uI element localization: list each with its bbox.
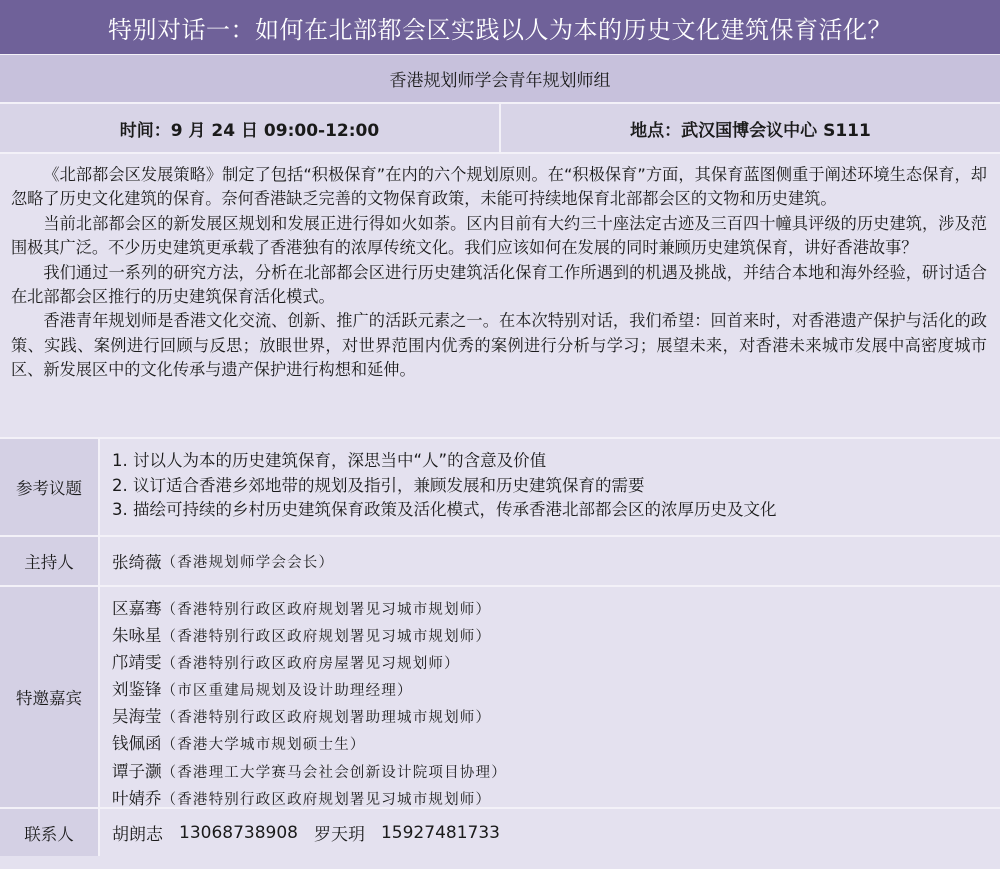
intro-paragraph: 我们通过一系列的研究方法，分析在北部都会区进行历史建筑活化保育工作所遇到的机遇及挑战，并结合本地和海外经验，研讨适合在北部都会区推行的历史建筑保育活化模式。 <box>11 262 987 307</box>
guest-role: （香港大学城市规划硕士生） <box>161 737 366 754</box>
contact-person: 胡朗志 <box>112 825 163 845</box>
topics-label: 参考议题 <box>0 439 100 535</box>
contact-phone: 15927481733 <box>380 822 500 843</box>
contact-label: 联系人 <box>0 809 100 856</box>
contact-phone: 13068738908 <box>179 822 298 843</box>
guest-role: （香港特别行政区政府房屋署见习规划师） <box>161 656 460 673</box>
host-label: 主持人 <box>0 537 100 585</box>
intro-paragraph: 香港青年规划师是香港文化交流、创新、推广的活跃元素之一。在本次特别对话，我们希望：回首来时，对香港遗产保护与活化的政策、实践、案例进行回顾与反思；放眼世界，对世界范围内优秀的案例进行分析与学习；展望未来，对香港未来城市发展中高密度城市区、新发展区中的文化传承与遗产保护进行构想和延伸。 <box>11 311 987 380</box>
guest-name: 刘鉴锋 <box>112 680 162 700</box>
guest-item <box>112 731 988 758</box>
guest-item <box>112 623 988 650</box>
guest-name: 朱咏星 <box>112 626 162 646</box>
host-role: （香港规划师学会会长） <box>161 554 335 571</box>
topic-item: 2. 议订适合香港乡郊地带的规划及指引，兼顾发展和历史建筑保育的需要 <box>112 475 645 495</box>
guests-list <box>100 587 1000 807</box>
guest-name: 邝靖雯 <box>112 653 162 673</box>
contact-row <box>0 807 1000 856</box>
host-row <box>0 535 1000 585</box>
topic-item: 1. 讨以人为本的历史建筑保育，深思当中“人”的含意及价值 <box>112 451 547 470</box>
guests-row <box>0 585 1000 807</box>
guest-item <box>112 759 988 786</box>
guest-item <box>112 596 988 623</box>
contact-person: 罗天玥 <box>313 825 365 845</box>
guest-role: （香港特别行政区政府规划署助理城市规划师） <box>161 710 492 727</box>
intro-paragraph: 当前北部都会区的新发展区规划和发展正进行得如火如荼。区内目前有大约三十座法定古迹及三百四十幢具评级的历史建筑，涉及范围极其广泛。不少历史建筑更承载了香港独有的浓厚传统文化。我们应该如何在发展的同时兼顾历史建筑保育，讲好香港故事？ <box>11 213 987 258</box>
guests-label: 特邀嘉宾 <box>0 587 100 807</box>
topics-row <box>0 437 1000 535</box>
page-title: 特别对话一：如何在北部都会区实践以人为本的历史文化建筑保育活化？ <box>0 0 1000 54</box>
guest-role: （香港理工大学赛马会社会创新设计院项目协理） <box>161 764 507 781</box>
guest-name: 谭子灏 <box>112 761 162 781</box>
host-content <box>100 537 1000 585</box>
guest-name: 吴海莹 <box>112 707 162 727</box>
info-row <box>0 102 1000 154</box>
guest-item <box>112 704 988 731</box>
guest-item <box>112 650 988 677</box>
location-info: 地点：武汉国博会议中心 S111 <box>499 104 1000 152</box>
guest-role: （香港特别行政区政府规划署见习城市规划师） <box>161 602 492 618</box>
guest-item <box>112 677 988 704</box>
guest-name: 叶婧乔 <box>112 788 162 808</box>
intro-paragraph: 《北部都会区发展策略》制定了包括“积极保育”在内的六个规划原则。在“积极保育”方面，其保育蓝图侧重于阐述环境生态保育，却忽略了历史文化建筑的保育。奈何香港缺乏完善的文物保育政策，未能可持续地保育北部都会区的文物和历史建筑。 <box>11 165 987 209</box>
intro-text <box>0 154 1000 437</box>
guest-role: （香港特别行政区政府规划署见习城市规划师） <box>161 791 492 808</box>
guest-name: 区嘉骞 <box>112 599 162 618</box>
guest-role: （香港特别行政区政府规划署见习城市规划师） <box>161 629 492 646</box>
organizer: 香港规划师学会青年规划师组 <box>0 54 1000 102</box>
time-info: 时间：9 月 24 日 09:00-12:00 <box>119 120 380 141</box>
guest-role: （市区重建局规划及设计助理经理） <box>161 683 413 700</box>
guest-name: 钱佩函 <box>112 734 162 754</box>
host-name: 张绮薇 <box>112 553 162 572</box>
contact-content <box>100 809 1000 856</box>
topic-item: 3. 描绘可持续的乡村历史建筑保育政策及活化模式，传承香港北部都会区的浓厚历史及文化 <box>112 500 777 520</box>
topics-list <box>100 439 1000 535</box>
